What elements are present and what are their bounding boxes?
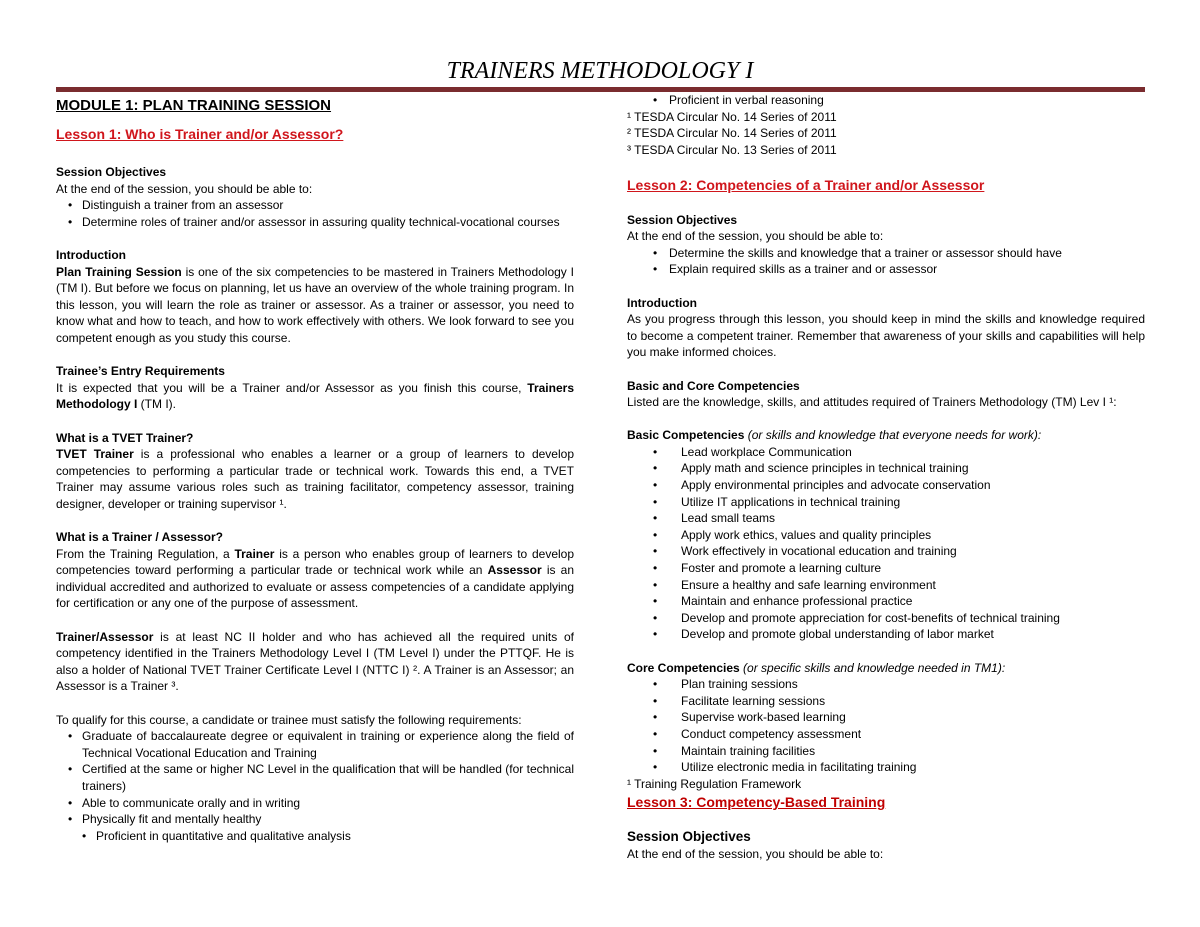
list-item: • Maintain and enhance professional practice [653, 594, 913, 609]
bullet-icon: • [653, 610, 658, 625]
bullet-icon: • [68, 795, 73, 810]
footnote: ¹ TESDA Circular No. 14 Series of 2011 [627, 109, 837, 124]
bullet-icon: • [68, 214, 73, 229]
list-item: • Apply environmental principles and advocate conservation [653, 478, 991, 493]
introduction-heading: Introduction [56, 247, 126, 262]
core-competencies-heading: Core Competencies (or specific skills and knowledge needed in TM1): [627, 660, 1006, 675]
list-item: • Lead small teams [653, 511, 776, 526]
bullet-icon: • [653, 726, 658, 741]
list-item: • Maintain training facilities [653, 743, 816, 758]
list-item: • Work effectively in vocational education and training [653, 544, 957, 559]
bullet-icon: • [653, 561, 658, 576]
session-objectives-intro: At the end of the session, you should be able to: [627, 846, 884, 861]
basic-competencies-list [627, 444, 1145, 643]
list-item: • Foster and promote a learning culture [653, 561, 882, 576]
bullet-icon: • [653, 494, 658, 509]
footnote: ³ TESDA Circular No. 13 Series of 2011 [627, 142, 837, 157]
list-item: • Develop and promote global understanding of labor market [653, 627, 994, 642]
list-item: • Apply math and science principles in technical training [653, 461, 969, 476]
bullet-icon: • [653, 710, 658, 725]
tvet-trainer-paragraph: TVET Trainer is a professional who enables a learner or a group of learners to develop competencies to performing a particular trade or technical work. Towards this end, a TVET Trainer may assume various roles such as training facilitator, competency assessor, training designer, developer or training supervisor ¹. [56, 447, 574, 511]
bullet-icon: • [653, 577, 658, 592]
bullet-icon: • [653, 527, 658, 542]
list-item: • Lead workplace Communication [653, 444, 852, 459]
bullet-icon: • [653, 511, 658, 526]
lesson3-title: Lesson 3: Competency-Based Training [627, 794, 886, 811]
sub-requirements-list-continued [627, 92, 1145, 109]
list-item: • Explain required skills as a trainer and or assessor [653, 262, 938, 277]
bullet-icon: • [653, 760, 658, 775]
bullet-icon: • [653, 677, 658, 692]
list-item: • Determine the skills and knowledge that a trainer or assessor should have [653, 245, 1062, 260]
bullet-icon: • [653, 743, 658, 758]
requirements-list [56, 728, 574, 828]
core-competencies-list [627, 676, 1145, 776]
list-item: • Apply work ethics, values and quality principles [653, 527, 932, 542]
list-item: • Able to communicate orally and in writing [68, 795, 301, 810]
objectives-list [56, 197, 574, 230]
list-item: • Facilitate learning sessions [653, 693, 826, 708]
session-objectives-intro: At the end of the session, you should be able to: [627, 229, 884, 244]
list-item: • Plan training sessions [653, 677, 798, 692]
trainer-assessor-heading: What is a Trainer / Assessor? [56, 530, 223, 545]
session-objectives-heading: Session Objectives [627, 212, 738, 227]
session-objectives-intro: At the end of the session, you should be able to: [56, 181, 313, 196]
list-item: • Utilize electronic media in facilitating training [653, 760, 917, 775]
bullet-icon: • [68, 729, 73, 744]
session-objectives-heading: Session Objectives [627, 828, 751, 844]
list-item: • Supervise work-based learning [653, 710, 846, 725]
lesson2-title: Lesson 2: Competencies of a Trainer and/or Assessor [627, 176, 985, 193]
list-item: • Conduct competency assessment [653, 726, 862, 741]
list-item: • Proficient in quantitative and qualitative analysis [82, 828, 351, 843]
basic-core-heading: Basic and Core Competencies [627, 378, 800, 393]
list-item: • Physically fit and mentally healthy [68, 812, 262, 827]
footnote: ² TESDA Circular No. 14 Series of 2011 [627, 126, 837, 141]
entry-requirements-heading: Trainee’s Entry Requirements [56, 364, 225, 379]
footnote: ¹ Training Regulation Framework [627, 776, 802, 791]
bullet-icon: • [653, 594, 658, 609]
list-item: • Develop and promote appreciation for cost-benefits of technical training [653, 610, 1060, 625]
tvet-trainer-heading: What is a TVET Trainer? [56, 430, 194, 445]
document-title: TRAINERS METHODOLOGY I [446, 58, 754, 84]
bullet-icon: • [68, 812, 73, 827]
bullet-icon: • [653, 478, 658, 493]
module-title: MODULE 1: PLAN TRAINING SESSION [56, 97, 332, 114]
introduction-heading: Introduction [627, 295, 697, 310]
left-column [56, 92, 574, 844]
trainer-assessor-definition: Trainer/Assessor is at least NC II holder and who has achieved all the required units of competency identified in the Trainers Methodology Level I (TM Level I) under the PTTQF. He is also a holder of National TVET Trainer Certificate Level I (NTTC I) ². A Trainer is an Assessor; an Assessor is a Trainer ³. [56, 629, 574, 694]
qualify-intro: To qualify for this course, a candidate or trainee must satisfy the following requirements: [56, 712, 522, 727]
bullet-icon: • [82, 828, 87, 843]
bullet-icon: • [653, 693, 658, 708]
bullet-icon: • [68, 762, 73, 777]
list-item: • Ensure a healthy and safe learning environment [653, 577, 936, 592]
list-item: • Graduate of baccalaureate degree or equivalent in training or experience along the field of Technical Vocational Education and Training [68, 729, 574, 760]
sub-requirements-list [56, 828, 574, 845]
bullet-icon: • [653, 444, 658, 459]
list-item: • Distinguish a trainer from an assessor [68, 198, 284, 213]
bullet-icon: • [653, 93, 658, 107]
session-objectives-heading: Session Objectives [56, 165, 167, 179]
bullet-icon: • [68, 198, 73, 213]
bullet-icon: • [653, 461, 658, 476]
basic-competencies-heading: Basic Competencies (or skills and knowledge that everyone needs for work): [627, 428, 1042, 443]
bullet-icon: • [653, 262, 658, 277]
bullet-icon: • [653, 245, 658, 260]
list-item: • Determine roles of trainer and/or assessor in assuring quality technical-vocational courses [68, 214, 560, 229]
trainer-assessor-paragraph: From the Training Regulation, a Trainer is a person who enables group of learners to develop competencies toward performing a particular trade or technical work while an Assessor is an individual accredited and authorized to evaluate or assess competencies of a candidate applying for certification or any one of the purpose of assessment. [56, 546, 575, 611]
introduction-paragraph: Plan Training Session is one of the six competencies to be mastered in Trainers Methodology I (TM I). But before we focus on planning, let us have an overview of the whole training program. In this lesson, you will learn the role as trainer or assessor. As a trainer or assessor, you need to know what and how to teach, and how to work effectively with others. We look forward to see you competent enough as you study this course. [56, 264, 574, 345]
introduction-paragraph: As you progress through this lesson, you should keep in mind the skills and knowledge required to become a competent trainer. Remember that awareness of your skills and capabilities will help you make informed choices. [627, 312, 1145, 360]
list-item: • Certified at the same or higher NC Level in the qualification that will be handled (for technical trainers) [68, 762, 574, 793]
right-column [627, 92, 1145, 862]
lesson1-title: Lesson 1: Who is Trainer and/or Assessor? [56, 126, 344, 142]
entry-requirements-paragraph: It is expected that you will be a Trainer and/or Assessor as you finish this course, Trainers Methodology I (TM I). [56, 380, 574, 412]
list-item: • Proficient in verbal reasoning [653, 93, 824, 107]
objectives-list [627, 245, 1145, 278]
bullet-icon: • [653, 544, 658, 559]
list-item: • Utilize IT applications in technical training [653, 494, 901, 509]
bullet-icon: • [653, 627, 658, 642]
basic-core-paragraph: Listed are the knowledge, skills, and attitudes required of Trainers Methodology (TM) Lev I ¹: [627, 395, 1117, 410]
